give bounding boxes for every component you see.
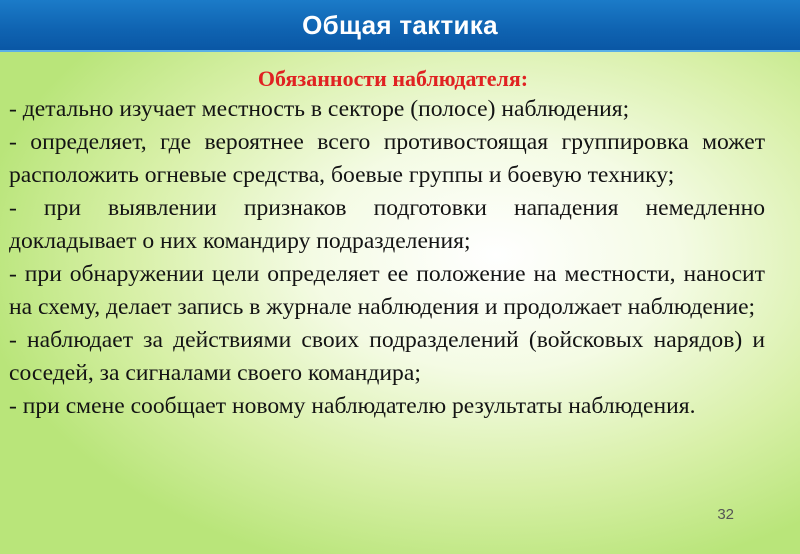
duty-item-1: - детально изучает местность в секторе (полосе) наблюдения; <box>9 96 630 122</box>
section-heading: Обязанности наблюдателя: <box>257 66 529 91</box>
slide-title: Общая тактика <box>302 9 498 40</box>
slide-content <box>9 64 765 423</box>
page-number: 32 <box>717 506 734 523</box>
duty-item-5: - наблюдает за действиями своих подразделений (войсковых нарядов) и соседей, за сигналами своего командира; <box>9 327 765 386</box>
duty-item-2: - определяет, где вероятнее всего противостоящая группировка может расположить огневые средства, боевые группы и боевую технику; <box>9 129 765 188</box>
title-bar <box>0 0 800 52</box>
duty-item-3: - при выявлении признаков подготовки нападения немедленно докладывает о них командиру подразделения; <box>9 195 765 254</box>
duty-item-4: - при обнаружении цели определяет ее положение на местности, наносит на схему, делает запись в журнале наблюдения и продолжает наблюдение; <box>9 261 765 320</box>
duty-item-6: - при смене сообщает новому наблюдателю результаты наблюдения. <box>9 393 696 419</box>
